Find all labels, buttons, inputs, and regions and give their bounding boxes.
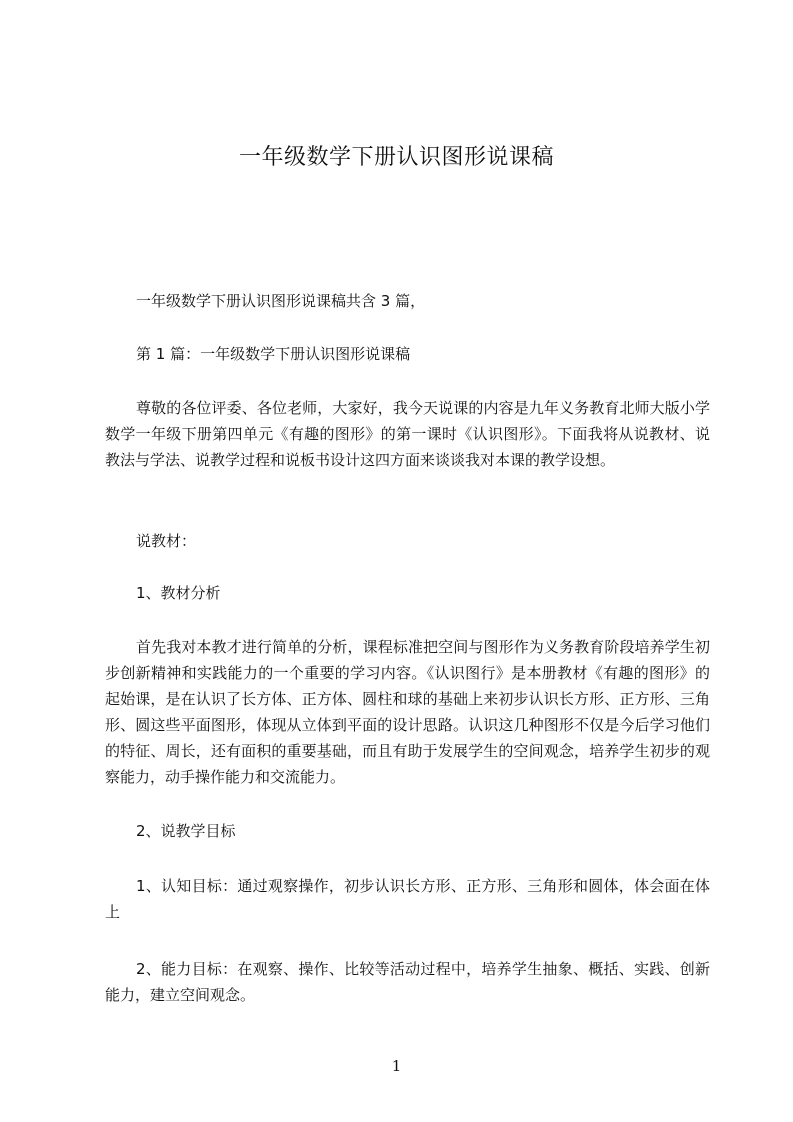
section-heading-part-1: 第 1 篇：一年级数学下册认识图形说课稿 — [136, 345, 411, 363]
document-title: 一年级数学下册认识图形说课稿 — [238, 145, 554, 170]
ability-goal-paragraph: 2、能力目标：在观察、操作、比较等活动过程中，培养学生抽象、概括、实践、创新能力，建立空间观念。 — [105, 960, 710, 1004]
page-number: 1 — [391, 1057, 402, 1075]
intro-paragraph: 一年级数学下册认识图形说课稿共含 3 篇， — [136, 292, 426, 310]
cognitive-goal-paragraph: 1、认知目标：通过观察操作，初步认识长方形、正方形、三角形和圆体，体会面在体上 — [105, 877, 710, 921]
subheading-teaching-goals: 2、说教学目标 — [136, 822, 236, 840]
greeting-paragraph: 尊敬的各位评委、各位老师，大家好，我今天说课的内容是九年义务教育北师大版小学数学一年级下册第四单元《有趣的图形》的第一课时《认识图形》。下面我将从说教材、说教法与学法、说教学过程和说板书设计这四方面来谈谈我对本课的教学设想。 — [105, 399, 710, 469]
section-heading-teaching-material: 说教材： — [136, 532, 197, 550]
subheading-material-analysis: 1、教材分析 — [136, 584, 221, 602]
material-analysis-paragraph: 首先我对本教才进行简单的分析，课程标准把空间与图形作为义务教育阶段培养学生初步创新精神和实践能力的一个重要的学习内容。《认识图行》是本册教材《有趣的图形》的起始课，是在认识了长方体、正方体、圆柱和球的基础上来初步认识长方形、正方形、三角形、圆这些平面图形，体现从立体到平面的设计思路。认识这几种图形不仅是今后学习他们的特征、周长，还有面积的重要基础，而且有助于发展学生的空间观念，培养学生初步的观察能力，动手操作能力和交流能力。 — [105, 638, 710, 786]
